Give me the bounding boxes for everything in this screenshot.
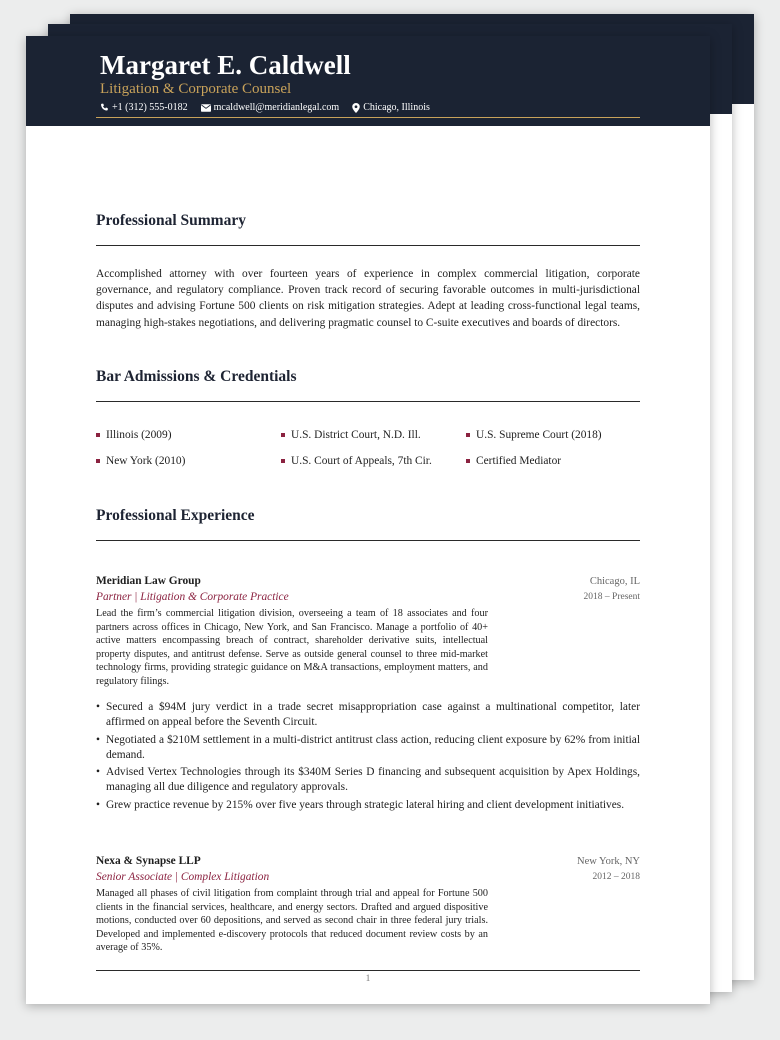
bullet-dot-icon: • bbox=[96, 798, 100, 811]
summary-rule bbox=[96, 245, 640, 246]
bullet-square-icon bbox=[96, 459, 100, 463]
contact-email bbox=[201, 102, 340, 113]
job-firm: Nexa & Synapse LLP bbox=[96, 855, 201, 867]
contact-location bbox=[352, 102, 430, 113]
page-number: 1 bbox=[365, 974, 371, 984]
experience-rule bbox=[96, 540, 640, 541]
credential-label: Certified Mediator bbox=[476, 455, 562, 467]
job-achievements bbox=[96, 700, 640, 815]
achievement-text: Grew practice revenue by 215% over five years through strategic lateral hiring and client development initiatives. bbox=[106, 798, 625, 811]
credential-label: U.S. Supreme Court (2018) bbox=[476, 429, 602, 441]
achievement-text: Negotiated a $210M settlement in a multi-district antitrust class action, reducing client exposure by 62% from initial demand. bbox=[106, 733, 640, 761]
resume-header bbox=[26, 36, 710, 126]
job-description: Lead the firm’s commercial litigation division, overseeing a team of 18 associates and four partners across offices in Chicago, New York, and San Francisco. Manage a portfolio of 40+ active matters encompassing breach of contract, shareholder derivative suits, intellectual property disputes, and antitrust defense. Serve as outside general counsel to three mid-market technology firms, providing strategic guidance on M&A transactions, employment matters, and regulatory filings. bbox=[96, 608, 488, 687]
achievement-text: Secured a $94M jury verdict in a trade secret misappropriation case against a multinational competitor, later affirmed on appeal before the Seventh Circuit. bbox=[106, 701, 640, 728]
job-role: Senior Associate | Complex Litigation bbox=[96, 871, 270, 883]
achievement-item bbox=[96, 798, 640, 813]
credential-label: U.S. District Court, N.D. Ill. bbox=[291, 429, 421, 441]
job-dates: 2018 – Present bbox=[583, 592, 640, 602]
job-firm: Meridian Law Group bbox=[96, 575, 201, 587]
credential-item bbox=[466, 455, 561, 467]
credential-label: U.S. Court of Appeals, 7th Cir. bbox=[291, 455, 432, 467]
experience-heading: Professional Experience bbox=[96, 507, 255, 524]
email-text: mcaldwell@meridianlegal.com bbox=[213, 102, 340, 113]
credential-label: New York (2010) bbox=[106, 455, 186, 467]
achievement-text: Advised Vertex Technologies through its $340M Series D financing and subsequent acquisition by Apex Holdings, managing all due diligence and regulatory approvals. bbox=[106, 766, 640, 793]
credentials-rule bbox=[96, 401, 640, 402]
job-role: Partner | Litigation & Corporate Practice bbox=[96, 591, 289, 603]
contact-line bbox=[100, 102, 443, 113]
achievement-item bbox=[96, 700, 640, 730]
bullet-square-icon bbox=[466, 459, 470, 463]
credential-item bbox=[466, 429, 602, 441]
phone-text: +1 (312) 555-0182 bbox=[112, 102, 188, 113]
achievement-item bbox=[96, 765, 640, 795]
candidate-subtitle: Litigation & Corporate Counsel bbox=[100, 81, 292, 97]
location-text: Chicago, Illinois bbox=[363, 102, 430, 113]
achievement-item bbox=[96, 733, 640, 763]
bullet-dot-icon: • bbox=[96, 733, 100, 746]
footer-rule bbox=[96, 970, 640, 971]
job-location: Chicago, IL bbox=[589, 576, 640, 587]
phone-icon bbox=[100, 103, 109, 112]
credentials-heading: Bar Admissions & Credentials bbox=[96, 368, 297, 385]
job-dates: 2012 – 2018 bbox=[592, 872, 640, 882]
credential-item bbox=[96, 429, 172, 441]
bullet-dot-icon: • bbox=[96, 701, 100, 713]
summary-text: Accomplished attorney with over fourteen years of experience in complex commercial litigation, corporate governance, and regulatory compliance. Proven track record of securing favorable outcomes in multi-jurisdictional disputes and advising Fortune 500 clients on risk mitigation strategies. Adept at leading cross-functional legal teams, managing high-stakes negotiations, and delivering pragmatic counsel to C-suite executives and boards of directors. bbox=[96, 268, 640, 329]
credential-item bbox=[96, 455, 185, 467]
bullet-square-icon bbox=[466, 433, 470, 437]
summary-heading: Professional Summary bbox=[96, 212, 246, 229]
resume-page bbox=[26, 36, 710, 1004]
credential-item bbox=[281, 455, 432, 467]
map-pin-icon bbox=[352, 103, 360, 113]
bullet-square-icon bbox=[281, 459, 285, 463]
bullet-dot-icon: • bbox=[96, 766, 100, 778]
bullet-square-icon bbox=[96, 433, 100, 437]
job-location: New York, NY bbox=[576, 856, 640, 867]
contact-phone bbox=[100, 102, 188, 113]
header-divider bbox=[96, 117, 640, 118]
credential-item bbox=[281, 429, 421, 441]
credential-label: Illinois (2009) bbox=[106, 429, 172, 441]
job-description: Managed all phases of civil litigation from complaint through trial and appeal for Fortune 500 clients in the financial services, healthcare, and energy sectors. Drafted and argued dispositive motions, conducted over 60 depositions, and served as second chair in three federal jury trials. Developed and implemented e-discovery protocols that reduced document review costs by an average of 35%. bbox=[96, 888, 488, 954]
candidate-name: Margaret E. Caldwell bbox=[100, 50, 351, 80]
bullet-square-icon bbox=[281, 433, 285, 437]
envelope-icon bbox=[201, 104, 211, 112]
